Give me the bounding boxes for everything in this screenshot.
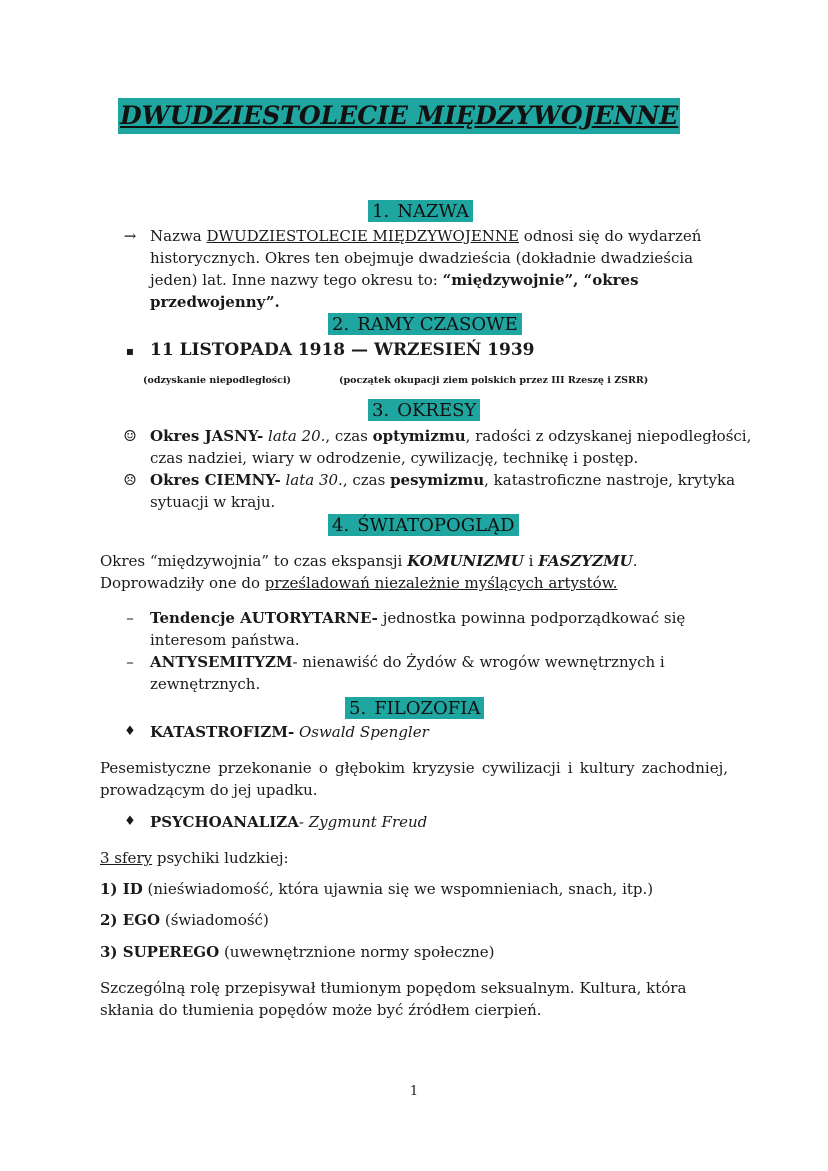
- swiatopoglad-line-1: Okres “międzywojnia” to czas ekspansji KOMUNIZMU i FASZYZMU.: [100, 552, 638, 570]
- page-number: 1: [409, 1084, 419, 1099]
- section-heading-nazwa: 1. NAZWA: [368, 200, 473, 222]
- arrow-right-icon: →: [123, 227, 137, 245]
- section-heading-okresy: 3. OKRESY: [368, 399, 480, 421]
- square-bullet-icon: ▪: [125, 344, 135, 358]
- document-title: DWUDZIESTOLECIE MIĘDZYWOJENNE: [118, 98, 680, 134]
- closing-line-1: Szczególną rolę przepisywał tłumionym popędom seksualnym. Kultura, która: [100, 979, 687, 997]
- katastrofizm-description: Pesemistyczne przekonanie o głębokim kryzysie cywilizacji i kultury zachodniej, prowadzącym do jej upadku.: [100, 759, 728, 799]
- time-frame-note-start: (odzyskanie niepodległości): [143, 375, 292, 386]
- okres-jasny-line-1: Okres JASNY- lata 20., czas optymizmu, radości z odzyskanej niepodległości,: [150, 427, 752, 445]
- antysemityzm-line-2: zewnętrznych.: [150, 675, 261, 693]
- section-heading-swiatopoglad: 4. ŚWIATOPOGLĄD: [328, 514, 519, 536]
- section-heading-ramy-czasowe: 2. RAMY CZASOWE: [328, 313, 522, 335]
- smiley-icon: ☺: [123, 427, 137, 445]
- frowning-icon: ☹: [123, 471, 137, 489]
- okres-ciemny-line-2: sytuacji w kraju.: [150, 493, 276, 511]
- nazwa-line-2: historycznych. Okres ten obejmuje dwadzieścia (dokładnie dwadzieścia: [150, 249, 694, 267]
- diamond-bullet-icon: ♦: [124, 724, 136, 739]
- swiatopoglad-line-2: Doprowadziły one do prześladowań niezależnie myślących artystów.: [100, 574, 618, 592]
- sfera-ego: 2) EGO (świadomość): [100, 911, 269, 929]
- diamond-bullet-icon: ♦: [124, 814, 136, 829]
- okres-jasny-line-2: czas nadziei, wiary w odrodzenie, cywilizację, technikę i postęp.: [150, 449, 639, 467]
- nazwa-line-4: przedwojenny”.: [150, 293, 280, 311]
- sfera-id: 1) ID (nieświadomość, która ujawnia się we wspomnieniach, snach, itp.): [100, 880, 654, 898]
- time-frame-note-end: (początek okupacji ziem polskich przez III Rzeszę i ZSRR): [339, 375, 649, 386]
- closing-line-2: skłania do tłumienia popędów może być źródłem cierpień.: [100, 1001, 542, 1019]
- autorytaryzm-line-2: interesom państwa.: [150, 631, 300, 649]
- antysemityzm-line-1: ANTYSEMITYZM- nienawiść do Żydów & wrogów wewnętrznych i: [150, 653, 665, 671]
- sfery-intro: 3 sfery psychiki ludzkiej:: [100, 849, 289, 867]
- katastrofizm-heading: KATASTROFIZM- Oswald Spengler: [150, 723, 429, 741]
- section-heading-filozofia: 5. FILOZOFIA: [345, 697, 484, 719]
- okres-ciemny-line-1: Okres CIEMNY- lata 30., czas pesymizmu, katastroficzne nastroje, krytyka: [150, 471, 736, 489]
- autorytaryzm-line-1: Tendencje AUTORYTARNE- jednostka powinna podporządkować się: [150, 609, 686, 627]
- time-frame-dates: 11 LISTOPADA 1918 — WRZESIEŃ 1939: [150, 340, 535, 360]
- nazwa-line-1: Nazwa DWUDZIESTOLECIE MIĘDZYWOJENNE odnosi się do wydarzeń: [150, 227, 702, 245]
- nazwa-line-3: jeden) lat. Inne nazwy tego okresu to: “międzywojnie”, “okres: [150, 271, 639, 289]
- dash-bullet: –: [126, 609, 134, 627]
- sfera-superego: 3) SUPEREGO (uwewnętrznione normy społeczne): [100, 943, 495, 961]
- dash-bullet: –: [126, 653, 134, 671]
- psychoanaliza-heading: PSYCHOANALIZA- Zygmunt Freud: [150, 813, 428, 831]
